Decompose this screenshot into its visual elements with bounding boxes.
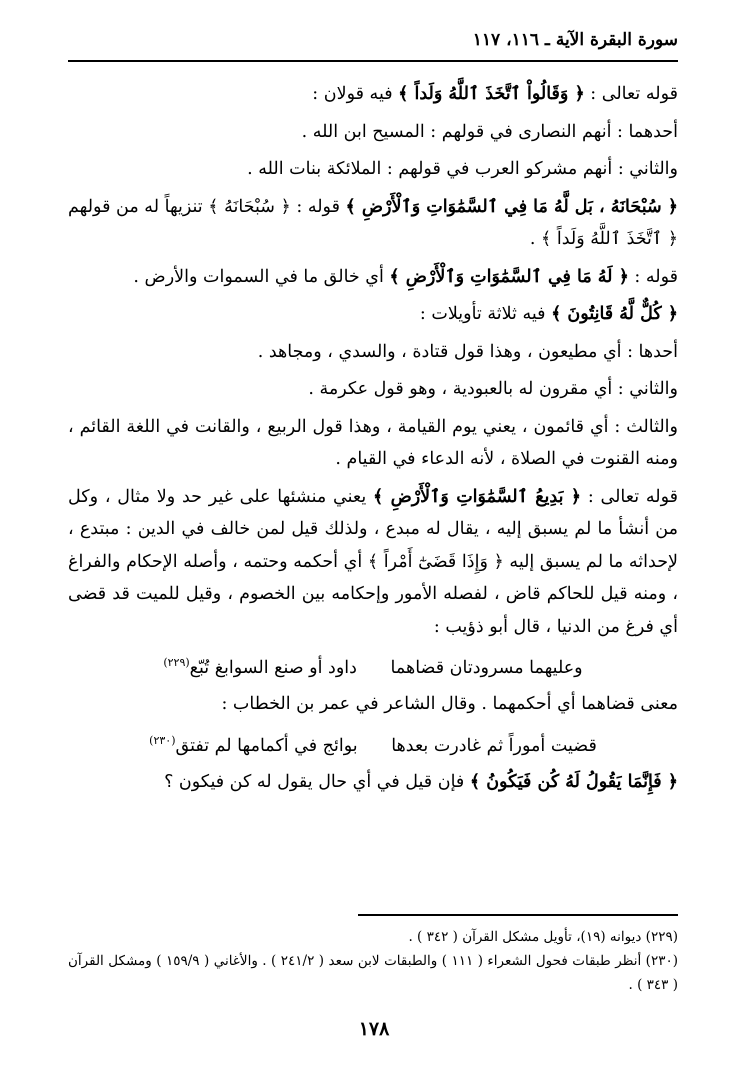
paragraph	[68, 373, 678, 406]
paragraph	[68, 411, 678, 476]
paragraph-text: أي خالق ما في السموات والأرض .	[133, 266, 390, 287]
header-rule	[68, 60, 678, 62]
quran-quote: ﴿ سُبْحَانَهُ ، بَل لَّهُ مَا فِي ٱلسَّمَٰوَاتِ وَٱلْأَرْضِ ﴾	[345, 196, 678, 217]
paragraph	[68, 116, 678, 149]
paragraph-text: والثالث : أي قائمون ، يعني يوم القيامة ، وهذا قول الربيع ، والقانت في اللغة القائم ، ومنه القنوت في الصلاة ، لأنه الدعاء في القيام .	[68, 416, 678, 469]
footnote-ref: (٢٢٩)	[163, 656, 190, 669]
footnote-ref: (٢٣٠)	[149, 733, 176, 747]
paragraph	[68, 78, 678, 111]
verse-hemistich: وعليهما مسرودتان قضاهما	[390, 657, 583, 678]
paragraph-text: أحدهما : أنهم النصارى في قولهم : المسيح ابن الله .	[301, 121, 678, 142]
quran-quote: ﴿ وَقَالُواْ ٱتَّخَذَ ٱللَّهُ وَلَداً ﴾	[398, 84, 585, 104]
paragraph-text: والثاني : أنهم مشركو العرب في قولهم : الملائكة بنات الله .	[247, 159, 678, 179]
paragraph	[68, 766, 678, 799]
paragraph-text: معنى قضاهما أي أحكمهما . وقال الشاعر في عمر بن الخطاب :	[221, 694, 678, 715]
paragraph	[68, 481, 678, 644]
paragraph	[68, 336, 678, 369]
footnotes	[68, 925, 678, 997]
paragraph-text: أحدها : أي مطيعون ، وهذا قول قتادة ، والسدي ، ومجاهد .	[257, 341, 678, 362]
footnote: (٢٢٩) ديوانه (١٩)، تأويل مشكل القرآن ( ٣٤٢ ) .	[408, 929, 678, 945]
quran-quote: ﴿ لَهُ مَا فِي ٱلسَّمَٰوَاتِ وَٱلْأَرْضِ ﴾	[389, 266, 629, 287]
paragraph-text: والثاني : أي مقرون له بالعبودية ، وهو قول عكرمة .	[308, 379, 678, 399]
paragraph-text: قوله تعالى :	[581, 486, 678, 507]
verse-hemistich-text: بوائج في أكمامها لم تفتق	[175, 735, 358, 756]
paragraph-text: فيه قولان :	[312, 84, 399, 104]
paragraph	[68, 191, 678, 256]
paragraph	[68, 153, 678, 186]
quran-quote: ﴿ بَدِيعُ ٱلسَّمَٰوَاتِ وَٱلْأَرْضِ ﴾	[373, 486, 582, 507]
paragraph	[68, 298, 678, 331]
quran-quote: ﴿ كُلٌّ لَّهُ قَانِتُونَ ﴾	[551, 304, 678, 324]
poetry-verse	[68, 725, 678, 762]
quran-quote: ﴿ فَإِنَّمَا يَقُولُ لَهُ كُن فَيَكُونُ ﴾	[469, 772, 678, 793]
poetry-verse	[68, 647, 678, 684]
paragraph-text: قوله : ﴿ سُبْحَانَهُ ﴾ تنزيهاً له من قولهم ﴿ ٱتَّخَذَ ٱللَّهُ وَلَداً ﴾ .	[68, 196, 678, 249]
paragraph-text: فيه ثلاثة تأويلات :	[419, 304, 552, 324]
paragraph	[68, 688, 678, 721]
verse-hemistich-text: داود أو صنع السوابغ تُبّع	[189, 657, 357, 678]
footnote: (٢٣٠) أنظر طبقات فحول الشعراء ( ١١١ ) والطبقات لابن سعد ( ٢٤١/٢ ) . والأغاني ( ١٥٩/٩ ) ومشكل القرآن ( ٣٤٣ ) .	[68, 953, 678, 993]
paragraph	[68, 261, 678, 294]
page-number: ١٧٨	[358, 1018, 390, 1040]
paragraph-text: يعني منشئها على غير حد ولا مثال ، وكل من أنشأ ما لم يسبق إليه ، يقال له مبدع ، ولذلك قيل لمن خالف في الدين : مبتدع ، لإحداثه ما لم يسبق إليه ﴿ وَإِذَا قَضَىٰٓ أَمْراً ﴾ أي أحكمه وحتمه ، وأصله الإحكام والفراغ ، ومنه قيل للحاكم قاض ، لفصله الأمور وإحكامه بين الخصوم ، وقيل للميت قد قضى أي فرغ من الدنيا ، قال أبو ذؤيب :	[68, 486, 678, 637]
paragraph-text: قوله تعالى :	[584, 84, 678, 104]
main-text	[68, 78, 678, 799]
verse-hemistich	[149, 725, 357, 762]
footnote-rule	[358, 914, 678, 916]
running-header: سورة البقرة الآية ـ ١١٦، ١١٧	[472, 30, 678, 50]
paragraph-text: فإن قيل في أي حال يقول له كن فيكون ؟	[164, 772, 470, 793]
paragraph-text: قوله :	[628, 266, 678, 287]
verse-hemistich: قضيت أموراً ثم غادرت بعدها	[391, 735, 597, 756]
verse-hemistich	[163, 647, 357, 684]
